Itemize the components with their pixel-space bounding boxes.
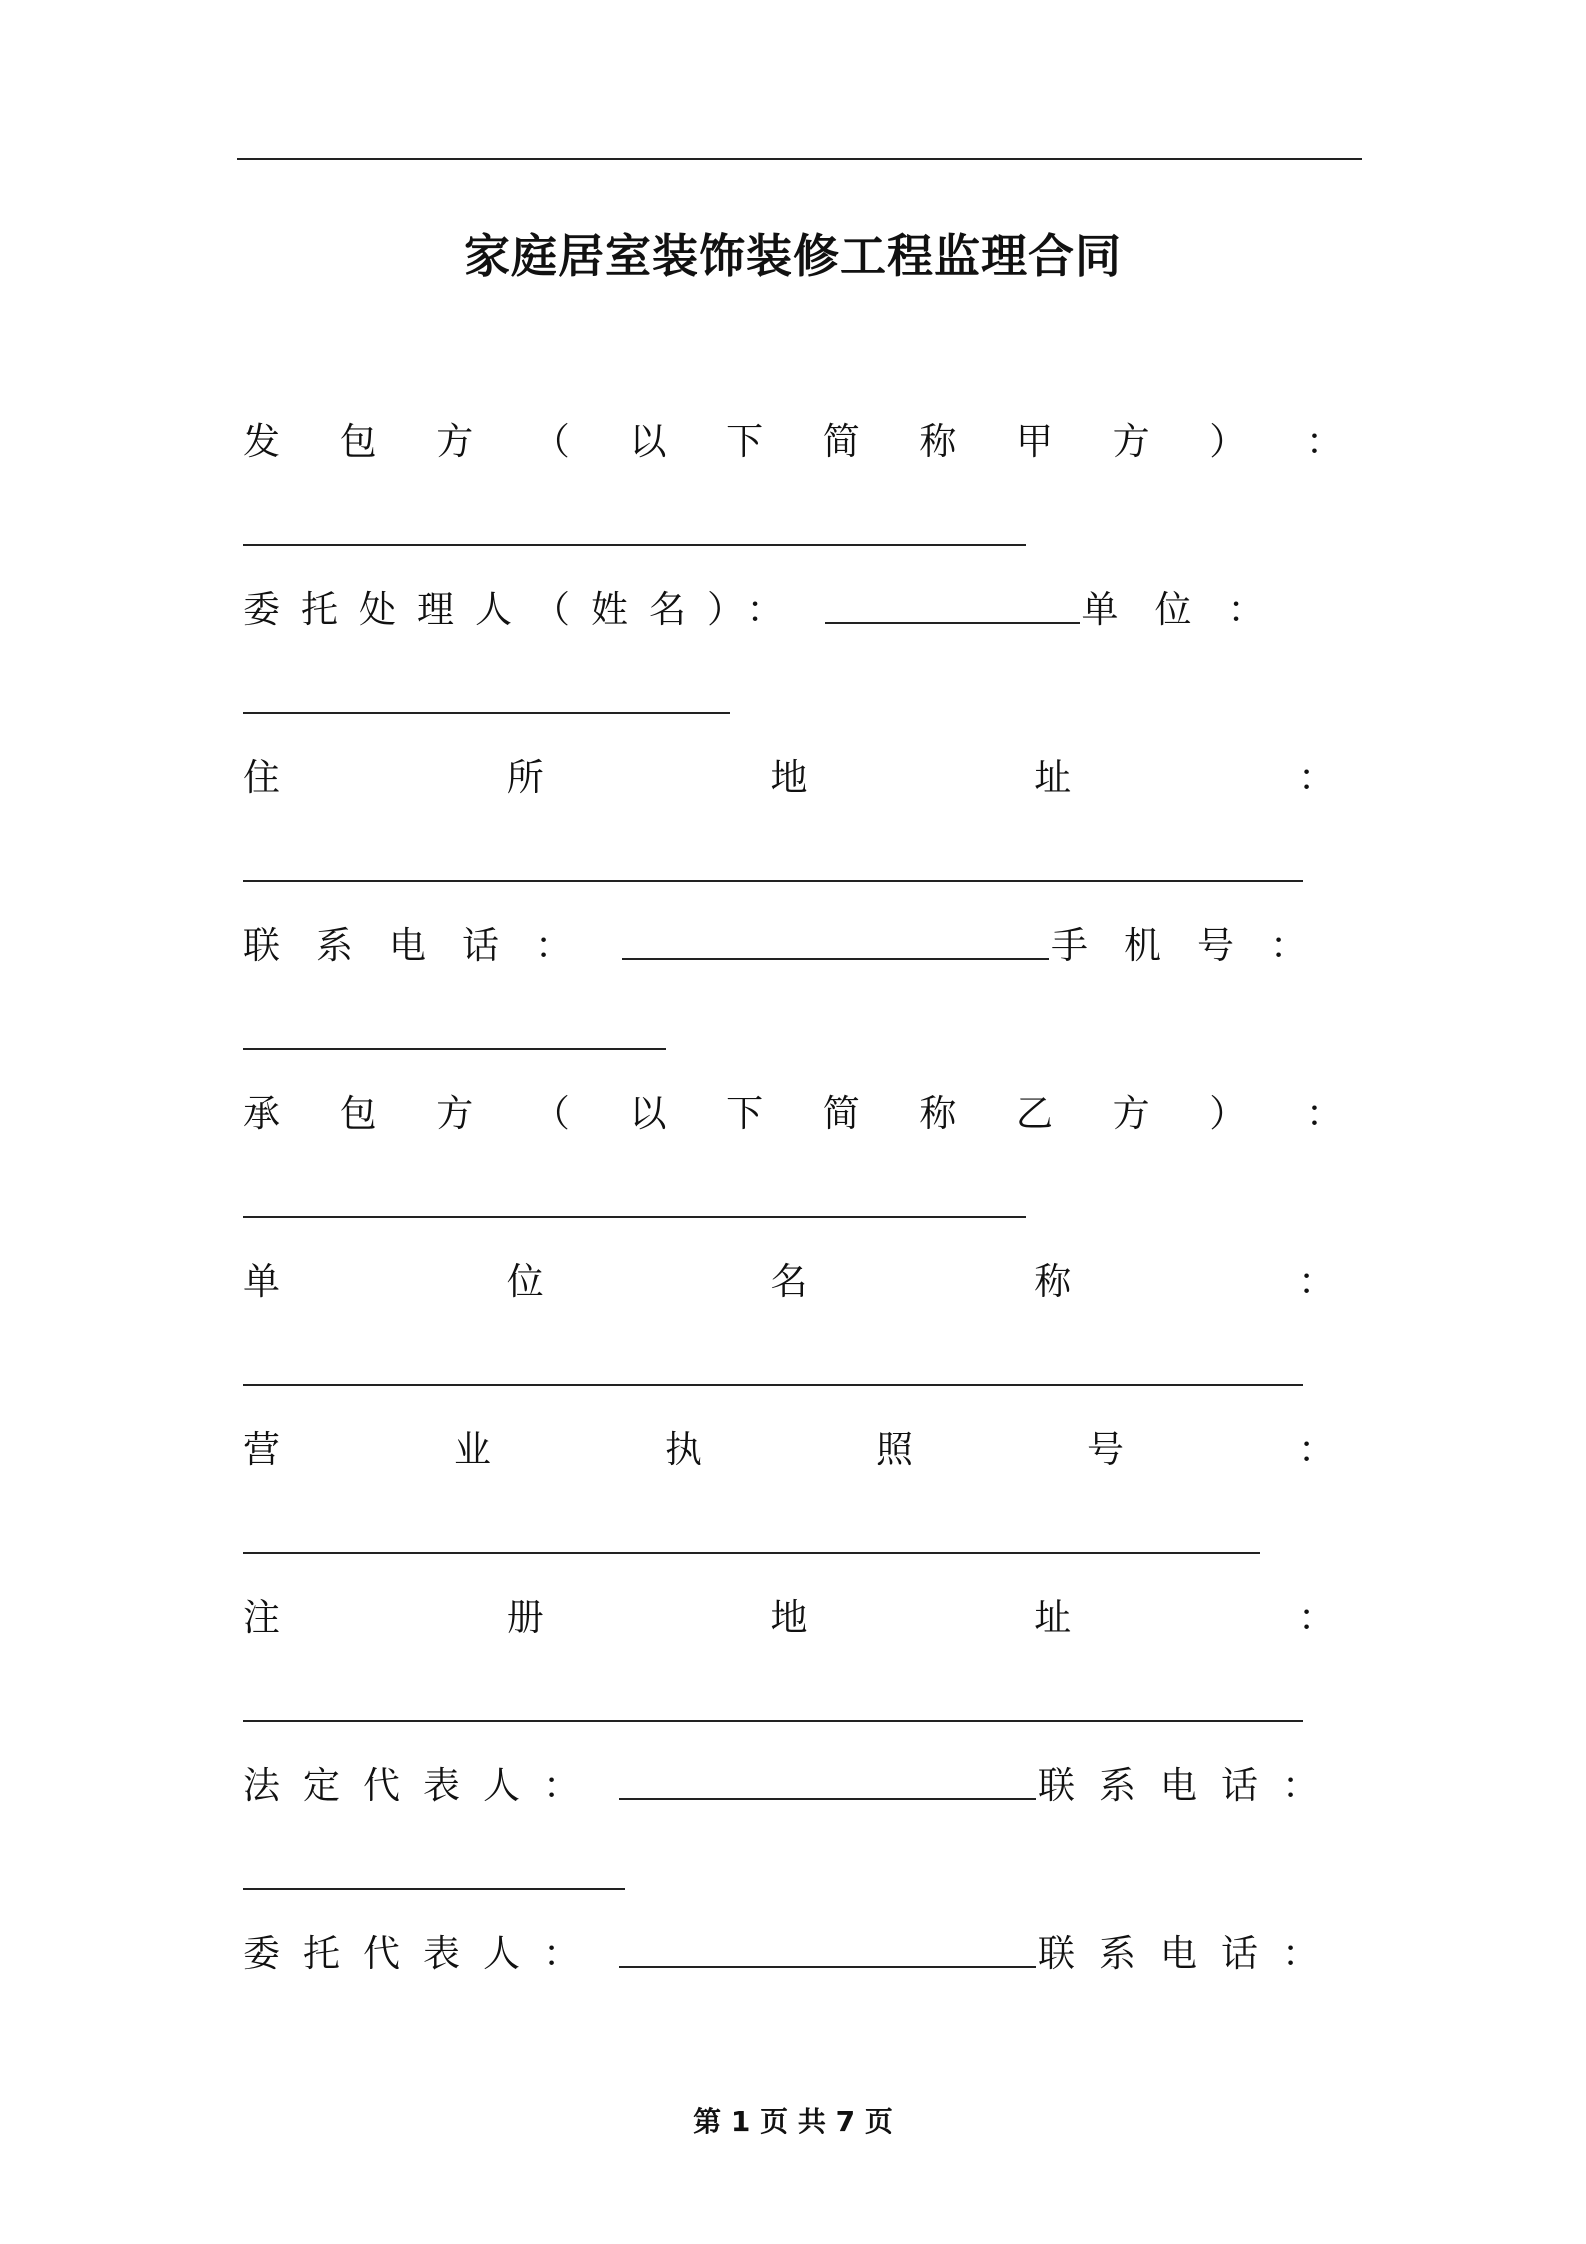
form-label-text: 简 — [822, 420, 860, 463]
form-label-text: 称 — [919, 1092, 957, 1135]
party-b-blank[interactable] — [243, 1216, 1026, 1218]
form-label-text: 执 — [665, 1428, 702, 1471]
form-label-text: 地 — [770, 1596, 808, 1639]
phone-a-line — [243, 912, 1343, 972]
form-label-text: 方 — [436, 1092, 474, 1135]
form-label-text: 称 — [1034, 1260, 1072, 1303]
form-label-text: 包 — [339, 420, 377, 463]
unit-name-line — [243, 1248, 1335, 1308]
form-label-text: 地 — [770, 756, 808, 799]
document-title: 家庭居室装饰装修工程监理合同 — [464, 229, 1122, 283]
delegate-rep-blank[interactable] — [619, 1932, 1036, 1968]
form-label-text: 营 — [243, 1428, 280, 1471]
form-label-text: 位 — [506, 1260, 544, 1303]
form-label-text: 址 — [1034, 756, 1072, 799]
form-label-text: 乙 — [1016, 1092, 1053, 1135]
form-label-text: 委托处理人（姓名）： — [243, 588, 805, 631]
form-label-text: ： — [1298, 1428, 1335, 1471]
form-label-text: 联系电话： — [1038, 1932, 1343, 1975]
form-label-text: （ — [532, 420, 570, 463]
form-label-text: 册 — [506, 1596, 544, 1639]
form-label-text: 甲 — [1016, 420, 1053, 463]
form-label-text: 联系电话： — [243, 924, 608, 967]
license-blank[interactable] — [243, 1552, 1260, 1554]
phone-a-blank[interactable] — [622, 924, 1049, 960]
form-label-text: 以 — [629, 420, 667, 463]
form-label-text: 手机号： — [1051, 924, 1343, 967]
form-label-text: ： — [1298, 756, 1335, 799]
form-label-text: 所 — [506, 756, 544, 799]
form-label-text: 照 — [876, 1428, 913, 1471]
unit-name-blank[interactable] — [243, 1384, 1303, 1386]
legal-rep-blank[interactable] — [619, 1764, 1036, 1800]
page-footer: 第 1 页 共 7 页 — [693, 2105, 893, 2138]
form-label-text: 法定代表人： — [243, 1764, 603, 1807]
form-label-text: 发 — [243, 420, 280, 463]
form-label-text: 下 — [726, 420, 764, 463]
delegate-rep-line — [243, 1920, 1343, 1980]
license-line — [243, 1416, 1335, 1476]
form-label-text: 称 — [919, 420, 957, 463]
party-a-line — [243, 408, 1343, 468]
form-label-text: 址 — [1034, 1596, 1072, 1639]
form-label-text: 以 — [629, 1092, 667, 1135]
agent-name-blank[interactable] — [825, 588, 1080, 624]
party-b-line — [243, 1080, 1343, 1140]
form-label-text: 方 — [1112, 1092, 1150, 1135]
form-label-text: 业 — [454, 1428, 491, 1471]
form-label-text: 单 — [243, 1260, 280, 1303]
legal-rep-phone-blank[interactable] — [243, 1888, 625, 1890]
agent-a-line — [243, 576, 1343, 636]
address-a-blank[interactable] — [243, 880, 1303, 882]
form-label-text: 名 — [770, 1260, 808, 1303]
form-label-text: 方 — [436, 420, 474, 463]
form-label-text: 注 — [243, 1596, 280, 1639]
legal-rep-line — [243, 1752, 1343, 1812]
header-rule — [237, 158, 1362, 160]
form-label-text: ： — [1298, 1260, 1335, 1303]
mobile-a-blank[interactable] — [243, 1048, 666, 1050]
agent-unit-blank[interactable] — [243, 712, 730, 714]
reg-address-line — [243, 1584, 1335, 1644]
form-label-text: ： — [1305, 1092, 1343, 1135]
form-label-text: 下 — [726, 1092, 764, 1135]
form-label-text: 单位： — [1081, 588, 1301, 631]
form-label-text: 住 — [243, 756, 280, 799]
form-label-text: ） — [1209, 420, 1247, 463]
address-a-line — [243, 744, 1335, 804]
reg-address-blank[interactable] — [243, 1720, 1303, 1722]
form-label-text: 承 — [243, 1092, 280, 1135]
form-label-text: 联系电话： — [1038, 1764, 1343, 1807]
form-label-text: 简 — [822, 1092, 860, 1135]
form-label-text: ： — [1305, 420, 1343, 463]
party-a-blank[interactable] — [243, 544, 1026, 546]
form-label-text: 委托代表人： — [243, 1932, 603, 1975]
form-label-text: ： — [1298, 1596, 1335, 1639]
form-label-text: 包 — [339, 1092, 377, 1135]
form-label-text: （ — [532, 1092, 570, 1135]
form-label-text: 方 — [1112, 420, 1150, 463]
form-label-text: ） — [1209, 1092, 1247, 1135]
form-label-text: 号 — [1087, 1428, 1124, 1471]
